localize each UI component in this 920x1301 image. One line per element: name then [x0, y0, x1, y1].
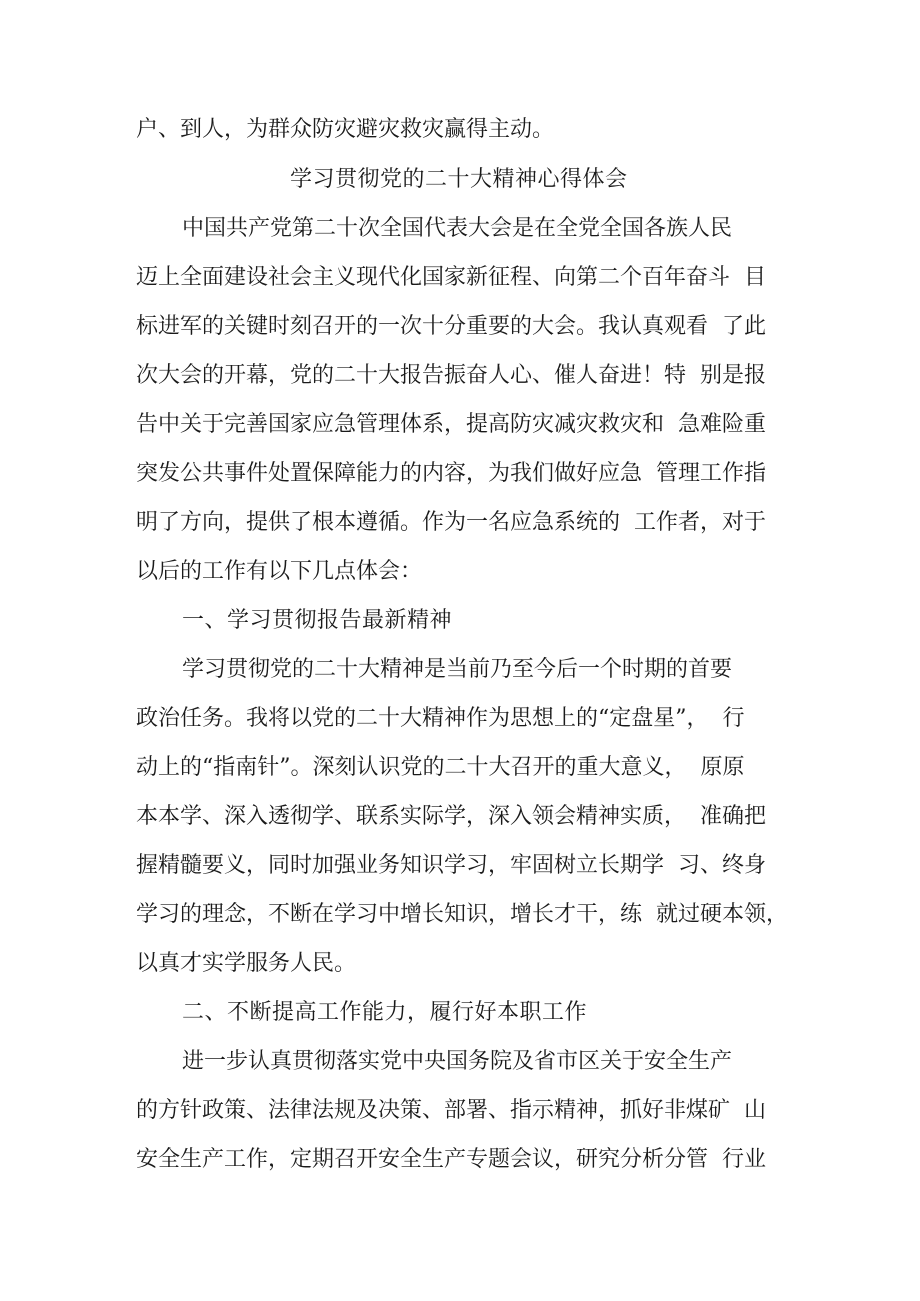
paragraph-line: 次大会的开幕，党的二十大报告振奋人心、催人奋进！特 别是报 [136, 363, 766, 388]
paragraph-line: 进一步认真贯彻落实党中央国务院及省市区关于安全生产 [182, 1049, 733, 1074]
paragraph-line: 政治任务。我将以党的二十大精神作为思想上的“定盘星”， 行 [136, 706, 745, 731]
section-heading-1: 一、学习贯彻报告最新精神 [182, 608, 453, 633]
paragraph-line: 以后的工作有以下几点体会： [136, 559, 423, 584]
paragraph-line: 告中关于完善国家应急管理体系，提高防灾减灾救灾和 急难险重 [136, 412, 766, 437]
paragraph-line: 标进军的关键时刻召开的一次十分重要的大会。我认真观看 了此 [136, 314, 766, 339]
paragraph-line: 的方针政策、法律法规及决策、部署、指示精神，抓好非煤矿 山 [136, 1098, 766, 1123]
paragraph-line: 学习的理念，不断在学习中增长知识，增长才干，练 就过硬本领， [136, 902, 788, 927]
paragraph-line: 动上的“指南针”。深刻认识党的二十大召开的重大意义， 原原 [136, 755, 745, 780]
paragraph-line: 本本学、深入透彻学、联系实际学，深入领会精神实质， 准确把 [136, 804, 766, 829]
section-heading-2: 二、不断提高工作能力，履行好本职工作 [182, 1000, 588, 1025]
paragraph-line: 户、到人，为群众防灾避灾救灾赢得主动。 [136, 117, 555, 142]
paragraph-line: 迈上全面建设社会主义现代化国家新征程、向第二个百年奋斗 目 [136, 265, 766, 290]
paragraph-line: 握精髓要义，同时加强业务知识学习，牢固树立长期学 习、终身 [136, 853, 766, 878]
paragraph-line: 突发公共事件处置保障能力的内容，为我们做好应急 管理工作指 [136, 461, 766, 486]
paragraph-line: 以真才实学服务人民。 [136, 951, 357, 976]
paragraph-line: 安全生产工作，定期召开安全生产专题会议，研究分析分管 行业 [136, 1147, 766, 1172]
paragraph-line: 中国共产党第二十次全国代表大会是在全党全国各族人民 [182, 216, 733, 241]
paragraph-line: 明了方向，提供了根本遵循。作为一名应急系统的 工作者，对于 [136, 510, 766, 535]
document-title: 学习贯彻党的二十大精神心得体会 [290, 167, 628, 192]
paragraph-line: 学习贯彻党的二十大精神是当前乃至今后一个时期的首要 [182, 657, 733, 682]
